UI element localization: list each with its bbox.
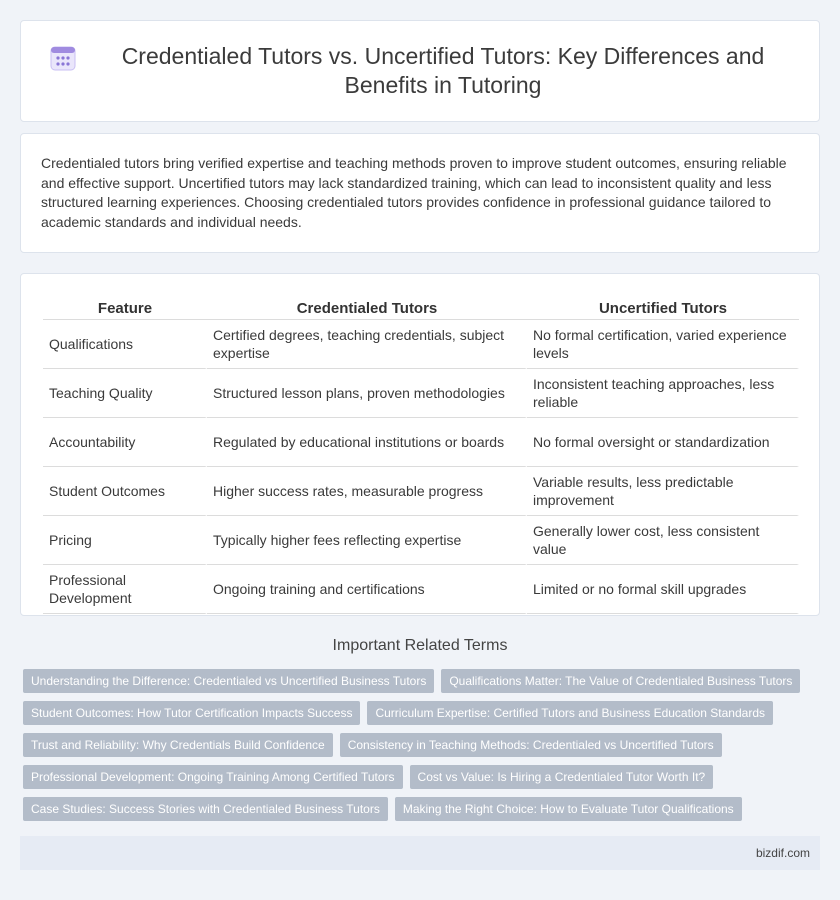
- table-cell: Variable results, less predictable improvement: [527, 467, 799, 516]
- related-term-tag[interactable]: Student Outcomes: How Tutor Certification Impacts Success: [23, 701, 360, 725]
- footer-site-link[interactable]: bizdif.com: [755, 846, 810, 860]
- table-cell: Structured lesson plans, proven methodologies: [207, 369, 527, 418]
- table-cell: Limited or no formal skill upgrades: [527, 565, 799, 614]
- column-header: Feature: [43, 294, 207, 320]
- table-header-row: [43, 294, 799, 320]
- related-terms-title: Important Related Terms: [332, 637, 508, 654]
- column-header: Uncertified Tutors: [527, 294, 799, 320]
- table-cell: Typically higher fees reflecting expertise: [207, 516, 527, 565]
- table-cell: Teaching Quality: [43, 369, 207, 418]
- table-cell: Higher success rates, measurable progress: [207, 467, 527, 516]
- table-row: [43, 516, 799, 565]
- intro-paragraph: Credentialed tutors bring verified expertise and teaching methods proven to improve student outcomes, ensuring reliable and effective support. Uncertified tutors may lack standardized training, which can lead to inconsistent quality and less structured learning experiences. Choosing credentialed tutors provides confidence in professional guidance tailored to academic standards and individual needs.: [41, 155, 787, 230]
- table-row: [43, 418, 799, 467]
- calendar-grid-icon: [50, 45, 76, 71]
- comparison-table: [43, 294, 799, 614]
- table-cell: Regulated by educational institutions or boards: [207, 418, 527, 467]
- table-row: [43, 467, 799, 516]
- table-row: [43, 565, 799, 614]
- related-term-tag[interactable]: Curriculum Expertise: Certified Tutors and Business Education Standards: [367, 701, 773, 725]
- intro-card: [20, 133, 820, 253]
- related-term-tag[interactable]: Case Studies: Success Stories with Credentialed Business Tutors: [23, 797, 388, 821]
- comparison-table-card: [20, 273, 820, 616]
- table-cell: Pricing: [43, 516, 207, 565]
- table-cell: Student Outcomes: [43, 467, 207, 516]
- table-cell: Inconsistent teaching approaches, less reliable: [527, 369, 799, 418]
- related-term-tag[interactable]: Professional Development: Ongoing Training Among Certified Tutors: [23, 765, 403, 789]
- related-term-tag[interactable]: Consistency in Teaching Methods: Credentialed vs Uncertified Tutors: [340, 733, 722, 757]
- table-row: [43, 320, 799, 369]
- column-header: Credentialed Tutors: [207, 294, 527, 320]
- related-term-tag[interactable]: Understanding the Difference: Credentialed vs Uncertified Business Tutors: [23, 669, 434, 693]
- table-cell: Ongoing training and certifications: [207, 565, 527, 614]
- page-title: Credentialed Tutors vs. Uncertified Tutors: Key Differences and Benefits in Tutoring: [121, 43, 765, 98]
- table-cell: Certified degrees, teaching credentials, subject expertise: [207, 320, 527, 369]
- related-term-tag[interactable]: Cost vs Value: Is Hiring a Credentialed Tutor Worth It?: [410, 765, 714, 789]
- table-cell: No formal certification, varied experience levels: [527, 320, 799, 369]
- table-cell: Accountability: [43, 418, 207, 467]
- header-card: [20, 20, 820, 122]
- related-term-tag[interactable]: Trust and Reliability: Why Credentials Build Confidence: [23, 733, 333, 757]
- table-cell: Qualifications: [43, 320, 207, 369]
- table-cell: Generally lower cost, less consistent value: [527, 516, 799, 565]
- table-cell: No formal oversight or standardization: [527, 418, 799, 467]
- related-terms-list: [23, 669, 823, 829]
- related-term-tag[interactable]: Qualifications Matter: The Value of Credentialed Business Tutors: [441, 669, 800, 693]
- related-term-tag[interactable]: Making the Right Choice: How to Evaluate Tutor Qualifications: [395, 797, 742, 821]
- table-cell: Professional Development: [43, 565, 207, 614]
- table-row: [43, 369, 799, 418]
- footer: [20, 836, 820, 870]
